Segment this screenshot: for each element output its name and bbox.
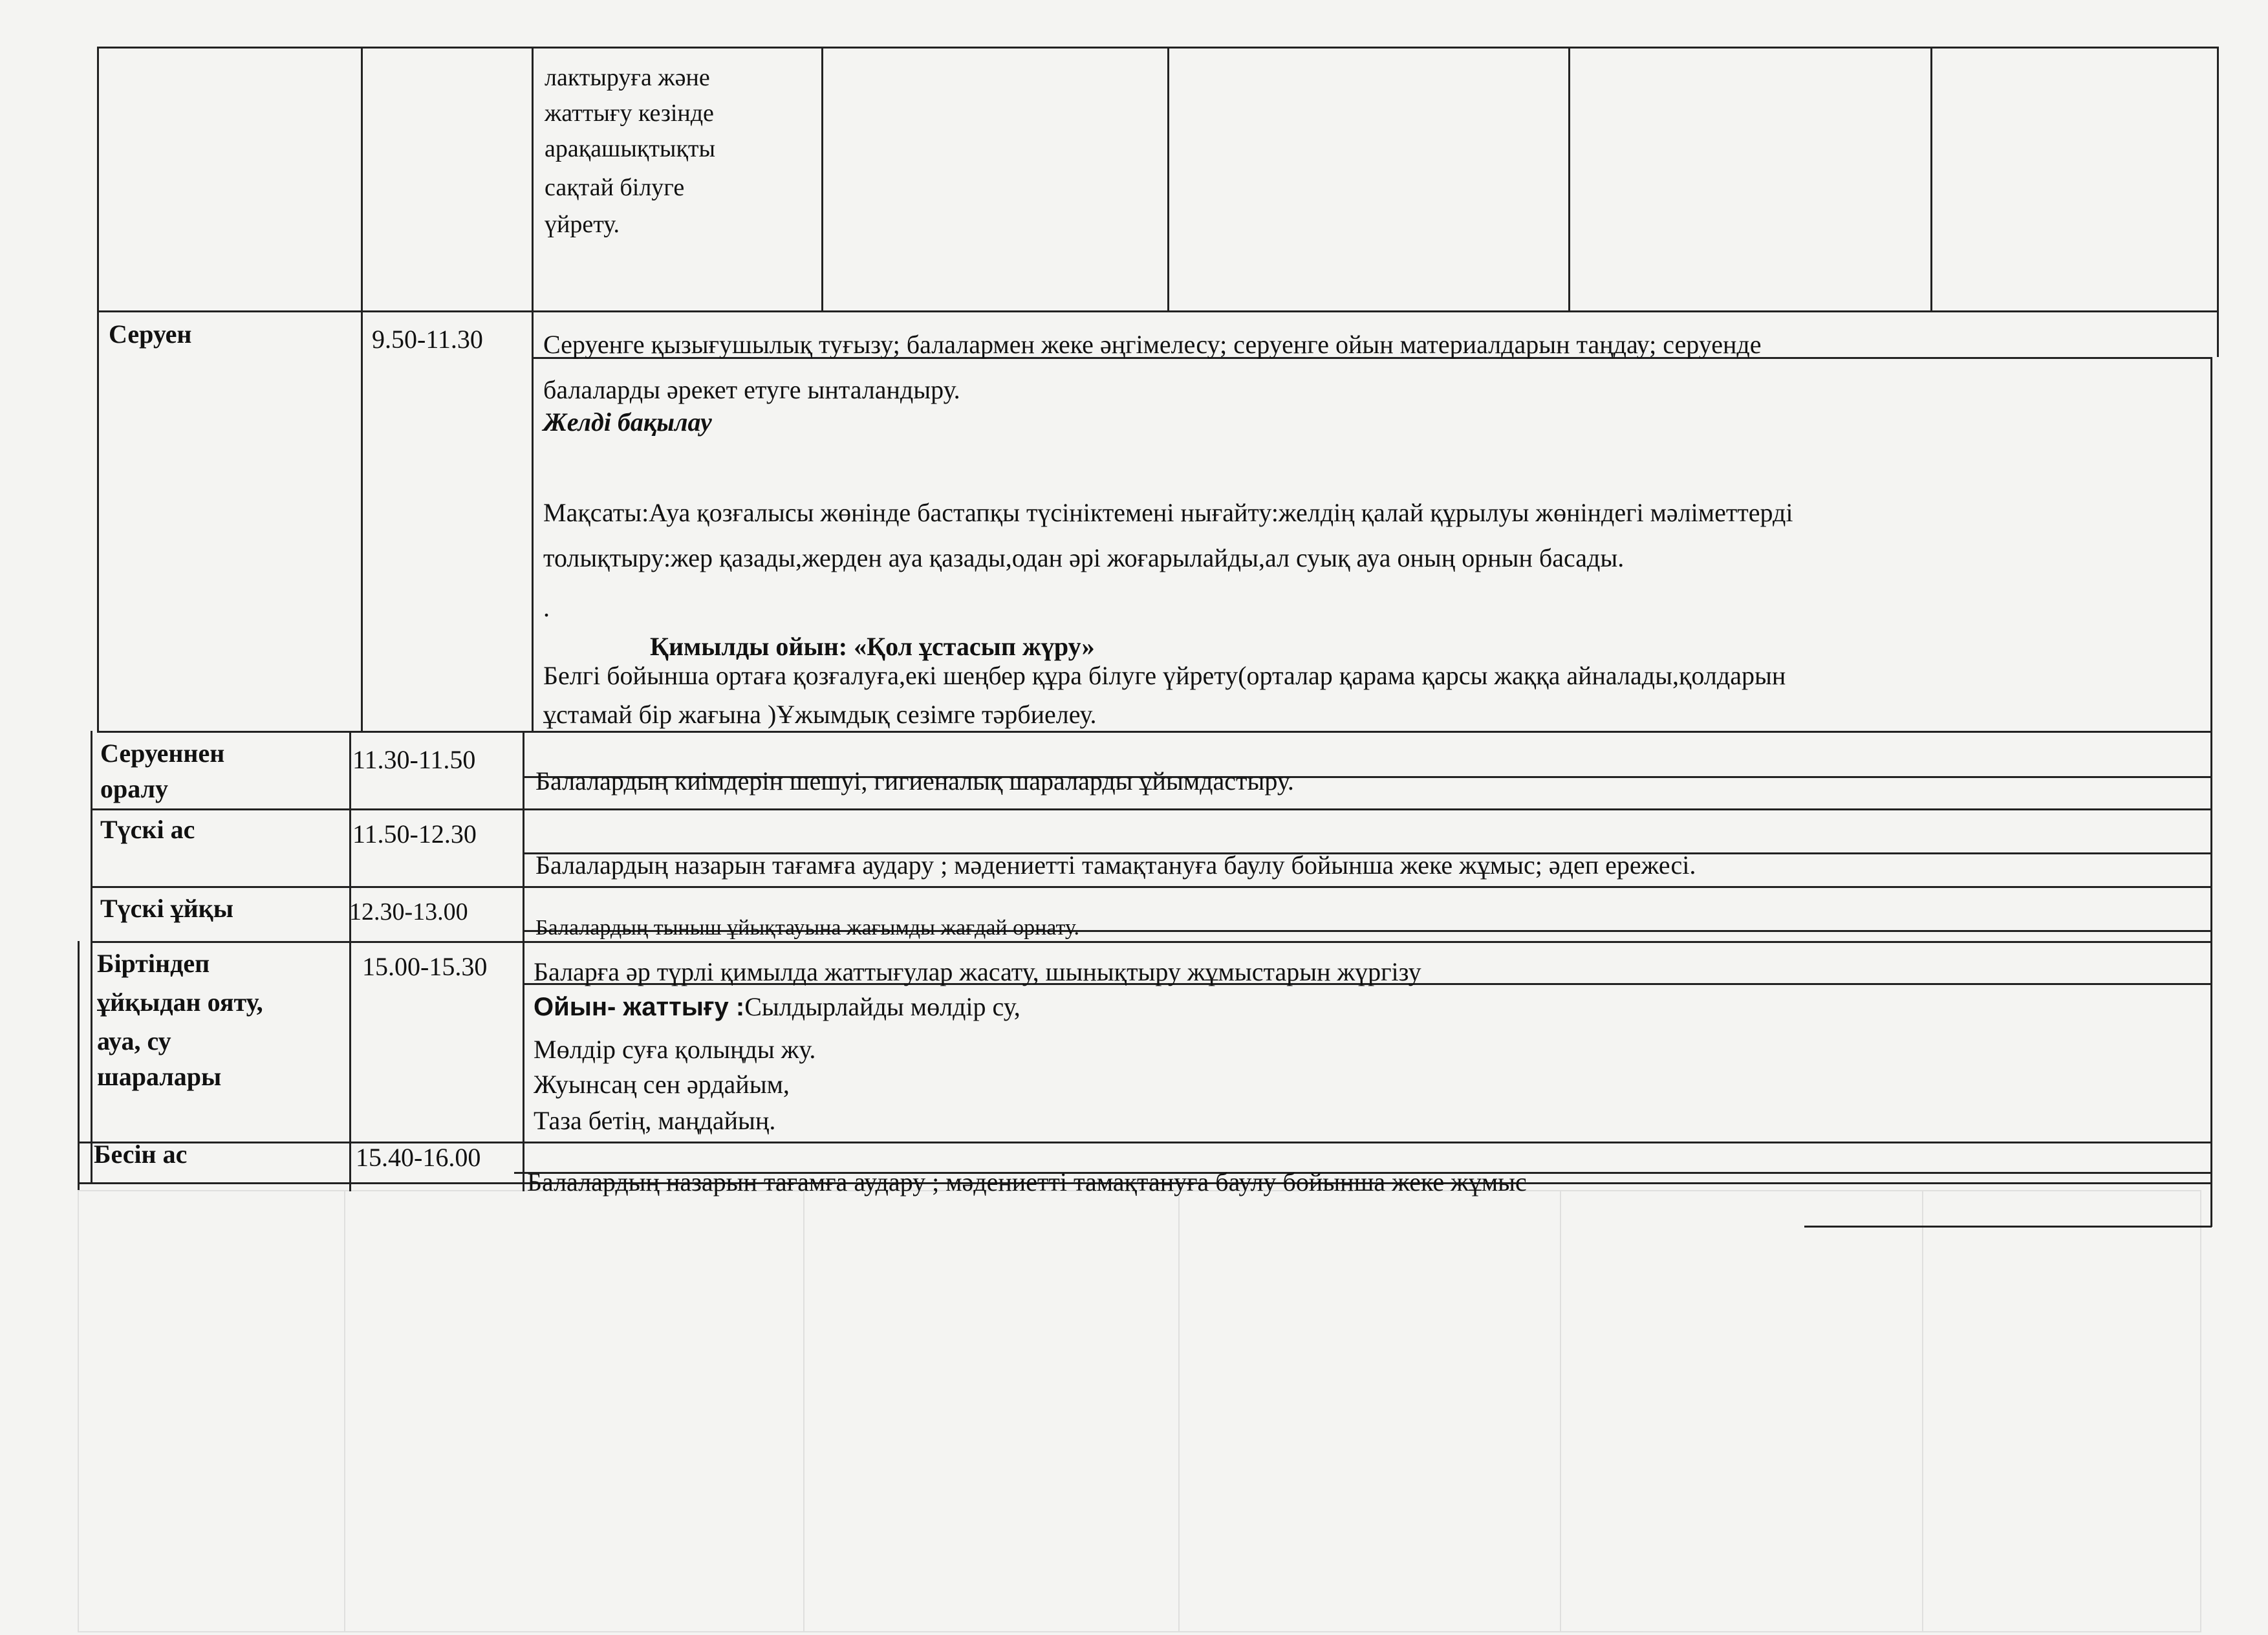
row1-game-1: Белгі бойынша ортаға қозғалуға,екі шеңбер құра білуге үйрету(орталар қарама қарсы жаққа айналады,қолдарын [543, 661, 1786, 690]
row4-text: Балалардың тыныш ұйықтауына жағымды жағдай орнату. [535, 916, 1080, 940]
row0-line-3: арақашықтықты [545, 135, 716, 162]
row5-game-line [534, 991, 1021, 1023]
row1-intro-2: балаларды әрекет етуге ынталандыру. [543, 375, 960, 404]
row5-line-5: Таза бетің, маңдайың. [534, 1106, 776, 1135]
row6-time: 15.40-16.00 [356, 1143, 481, 1172]
row5-name-2: ұйқыдан ояту, [97, 988, 263, 1017]
row4-time: 12.30-13.00 [349, 898, 468, 926]
row4-bottom-rule [91, 941, 2212, 943]
row0-line-5: үйрету. [545, 211, 620, 238]
row3-name: Түскі ас [100, 815, 195, 844]
row5-name-1: Біртіндеп [97, 949, 210, 978]
row3-time: 11.50-12.30 [352, 819, 477, 849]
left-border-lower [78, 941, 80, 1190]
row5-line-1: Баларға әр түрлі қимылда жаттығулар жасату, шынықтыру жұмыстарын жүргізу [534, 957, 1421, 986]
row1-game-2: ұстамай бір жағына )Ұжымдық сезімге тәрбиелеу. [543, 700, 1097, 729]
row6-text: Балалардың назарын тағамға аудару ; мәдениетті тамақтануға баулу бойынша жеке жұмыс [527, 1167, 1527, 1196]
row1-name: Серуен [109, 319, 192, 349]
row5-line-3: Мөлдір суға қолыңды жу. [534, 1035, 816, 1064]
right-border [2210, 357, 2212, 1224]
row1-time: 9.50-11.30 [372, 325, 483, 354]
row2-time: 11.30-11.50 [352, 745, 476, 774]
row1-dot: . [543, 593, 550, 622]
row2-name-2: оралу [100, 774, 169, 803]
row0-line-4: сақтай білуге [545, 174, 685, 201]
row0-line-1: лактыруға және [545, 64, 710, 91]
row5-line-4: Жуынсаң сен әрдайым, [534, 1070, 790, 1099]
row1-intro-1: Серуенге қызығушылық туғызу; балалармен жеке әңгімелесу; серуенге ойын материалдарын таңдау; серуенде [543, 330, 1762, 359]
row2-name-1: Серуеннен [100, 739, 225, 768]
bleed-through-grid [78, 1190, 2201, 1632]
left-border [91, 731, 92, 1184]
row5-time: 15.00-15.30 [362, 952, 488, 981]
row1-game-title: Қимылды ойын: «Қол ұстасып жүру» [650, 632, 1095, 661]
row1-goal-1: Мақсаты:Ауа қозғалысы жөнінде бастапқы түсініктемені нығайту:желдің қалай құрылуы жөніндегі мәліметтерді [543, 498, 1793, 527]
row5-game-text: Сылдырлайды мөлдір су, [744, 992, 1021, 1021]
row5-game-label: Ойын- жаттығу : [534, 993, 745, 1021]
row5-name-3: ауа, су [97, 1026, 171, 1056]
row5-name-4: шаралары [97, 1062, 222, 1091]
row1-observe-title: Желді бақылау [543, 407, 712, 437]
bottom-right-rule [1804, 1226, 2212, 1228]
row4-name: Түскі ұйқы [100, 894, 233, 923]
row1-bottom-rule [97, 731, 2212, 733]
row6-name: Бесін ас [94, 1140, 188, 1169]
row2-bottom-rule [91, 808, 2212, 810]
col-content-divider [523, 731, 524, 1191]
right-border-lower [2210, 1172, 2212, 1227]
row1-goal-2: толықтыру:жер қазады,жерден ауа қазады,одан әрі жоғарылайды,ал суық ауа оның орнын басады. [543, 543, 1625, 572]
col-time-divider [349, 731, 351, 1191]
row3-bottom-rule [91, 886, 2212, 888]
row0-line-2: жаттығу кезінде [545, 100, 714, 127]
row2-text: Балалардың киімдерін шешуі, гигиеналық шараларды ұйымдастыру. [535, 766, 1294, 796]
row3-text: Балалардың назарын тағамға аудару ; мәдениетті тамақтануға баулу бойынша жеке жұмыс; әдеп ережесі. [535, 850, 1696, 880]
